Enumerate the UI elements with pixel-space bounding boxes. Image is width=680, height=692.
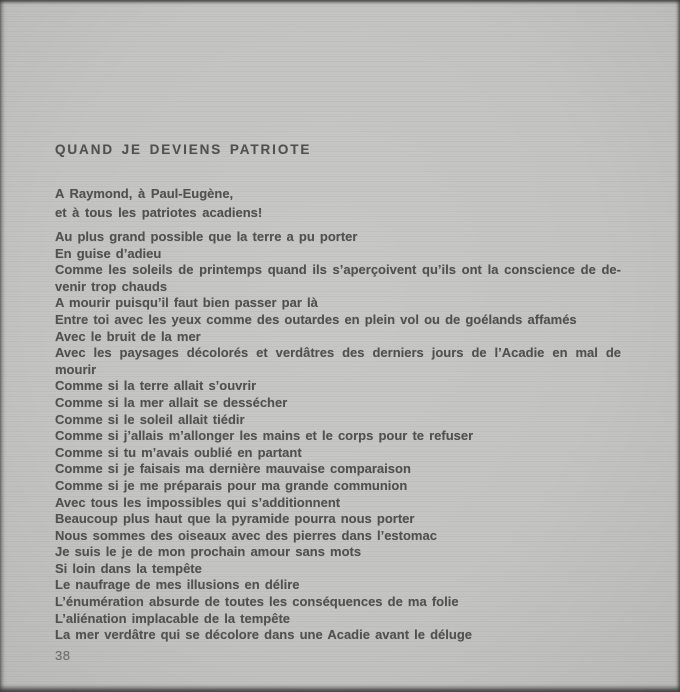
poem-line: L’aliénation implacable de la tempête — [55, 610, 291, 626]
poem-line: Beaucoup plus haut que la pyramide pourra nous porter — [55, 511, 415, 527]
poem-line: L’énumération absurde de toutes les conséquences de ma folie — [55, 594, 459, 610]
poem-line: Au plus grand possible que la terre a pu porter — [55, 229, 358, 244]
poem-line: Avec tous les impossibles qui s’additionnent — [55, 494, 341, 510]
page-content — [55, 141, 621, 644]
poem-line: Comme si la terre allait s’ouvrir — [55, 378, 257, 394]
poem-line: Si loin dans la tempête — [55, 560, 202, 576]
poem-line: Avec le bruit de la mer — [55, 328, 201, 344]
poem-line: mourir — [55, 361, 97, 377]
dedication-line: et à tous les patriotes acadiens! — [55, 205, 263, 220]
poem-line: Comme les soleils de printemps quand ils s’aperçoivent qu’ils ont la conscience de de- — [55, 262, 621, 278]
poem-body — [55, 229, 621, 644]
poem-line: venir trop chauds — [55, 278, 168, 294]
poem-line: Avec les paysages décolorés et verdâtres des derniers jours de l’Acadie en mal de — [55, 345, 621, 361]
dedication — [55, 184, 621, 222]
poem-line: Nous sommes des oiseaux avec des pierres dans l’estomac — [55, 527, 437, 543]
poem-line: A mourir puisqu’il faut bien passer par là — [55, 295, 318, 311]
poem-line: Le naufrage de mes illusions en délire — [55, 577, 300, 593]
poem-line: Je suis le je de mon prochain amour sans mots — [55, 544, 362, 560]
poem-line: Comme si le soleil allait tiédir — [55, 411, 245, 427]
poem-title: QUAND JE DEVIENS PATRIOTE — [55, 142, 312, 157]
poem-line: Comme si je me préparais pour ma grande communion — [55, 477, 408, 493]
poem-line: Comme si j’allais m’allonger les mains et le corps pour te refuser — [55, 428, 474, 444]
poem-line: Comme si je faisais ma dernière mauvaise comparaison — [55, 461, 411, 477]
poem-line: Comme si la mer allait se dessécher — [55, 394, 288, 410]
page-number: 38 — [55, 648, 71, 663]
poem-line: En guise d’adieu — [55, 245, 162, 261]
poem-line: Entre toi avec les yeux comme des outardes en plein vol ou de goélands affamés — [55, 311, 577, 327]
poem-line: La mer verdâtre qui se décolore dans une Acadie avant le déluge — [55, 627, 472, 643]
dedication-line: A Raymond, à Paul-Eugène, — [55, 186, 234, 201]
poem-line: Comme si tu m’avais oublié en partant — [55, 444, 302, 460]
